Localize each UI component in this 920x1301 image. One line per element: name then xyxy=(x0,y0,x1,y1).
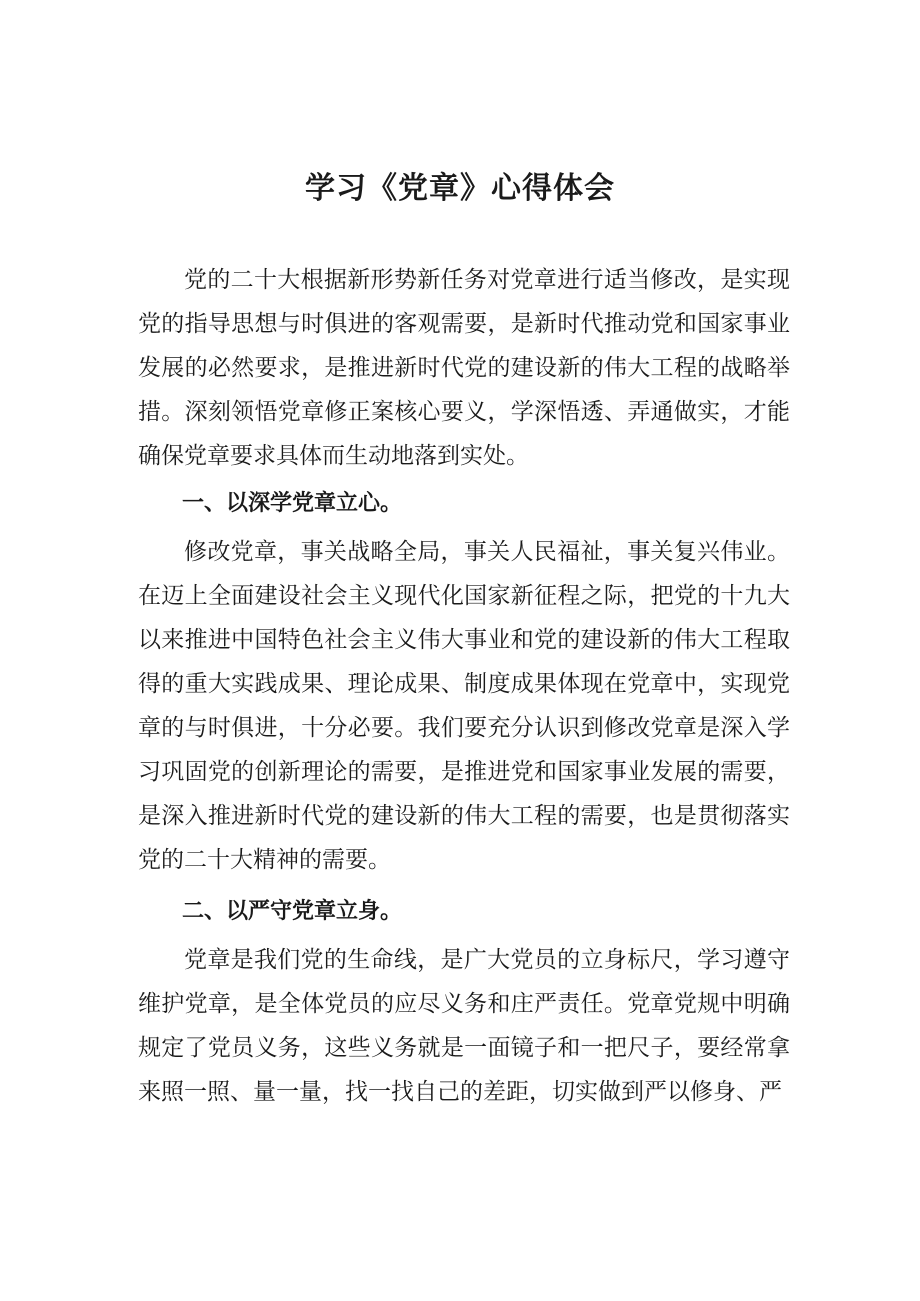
section-2-paragraph: 党章是我们党的生命线，是广大党员的立身标尺，学习遵守维护党章，是全体党员的应尽义务和庄严责任。党章党规中明确规定了党员义务，这些义务就是一面镜子和一把尺子，要经常拿来照一照、量一量，找一找自己的差距，切实做到严以修身、严 xyxy=(138,947,790,1105)
document-body xyxy=(138,258,790,1114)
document-title: 学习《党章》心得体会 xyxy=(305,171,615,206)
intro-paragraph: 党的二十大根据新形势新任务对党章进行适当修改，是实现党的指导思想与时俱进的客观需要，是新时代推动党和国家事业发展的必然要求，是推进新时代党的建设新的伟大工程的战略举措。深刻领悟党章修正案核心要义，学深悟透、弄通做实，才能确保党章要求具体而生动地落到实处。 xyxy=(138,267,790,469)
section-heading-2: 二、以严守党章立身。 xyxy=(182,899,403,924)
section-1-paragraph: 修改党章，事关战略全局，事关人民福祉，事关复兴伟业。在迈上全面建设社会主义现代化国家新征程之际，把党的十九大以来推进中国特色社会主义伟大事业和党的建设新的伟大工程取得的重大实践成果、理论成果、制度成果体现在党章中，实现党章的与时俱进，十分必要。我们要充分认识到修改党章是深入学习巩固党的创新理论的需要，是推进党和国家事业发展的需要，是深入推进新时代党的建设新的伟大工程的需要，也是贯彻落实党的二十大精神的需要。 xyxy=(138,539,790,873)
section-heading-1: 一、以深学党章立心。 xyxy=(182,491,403,516)
